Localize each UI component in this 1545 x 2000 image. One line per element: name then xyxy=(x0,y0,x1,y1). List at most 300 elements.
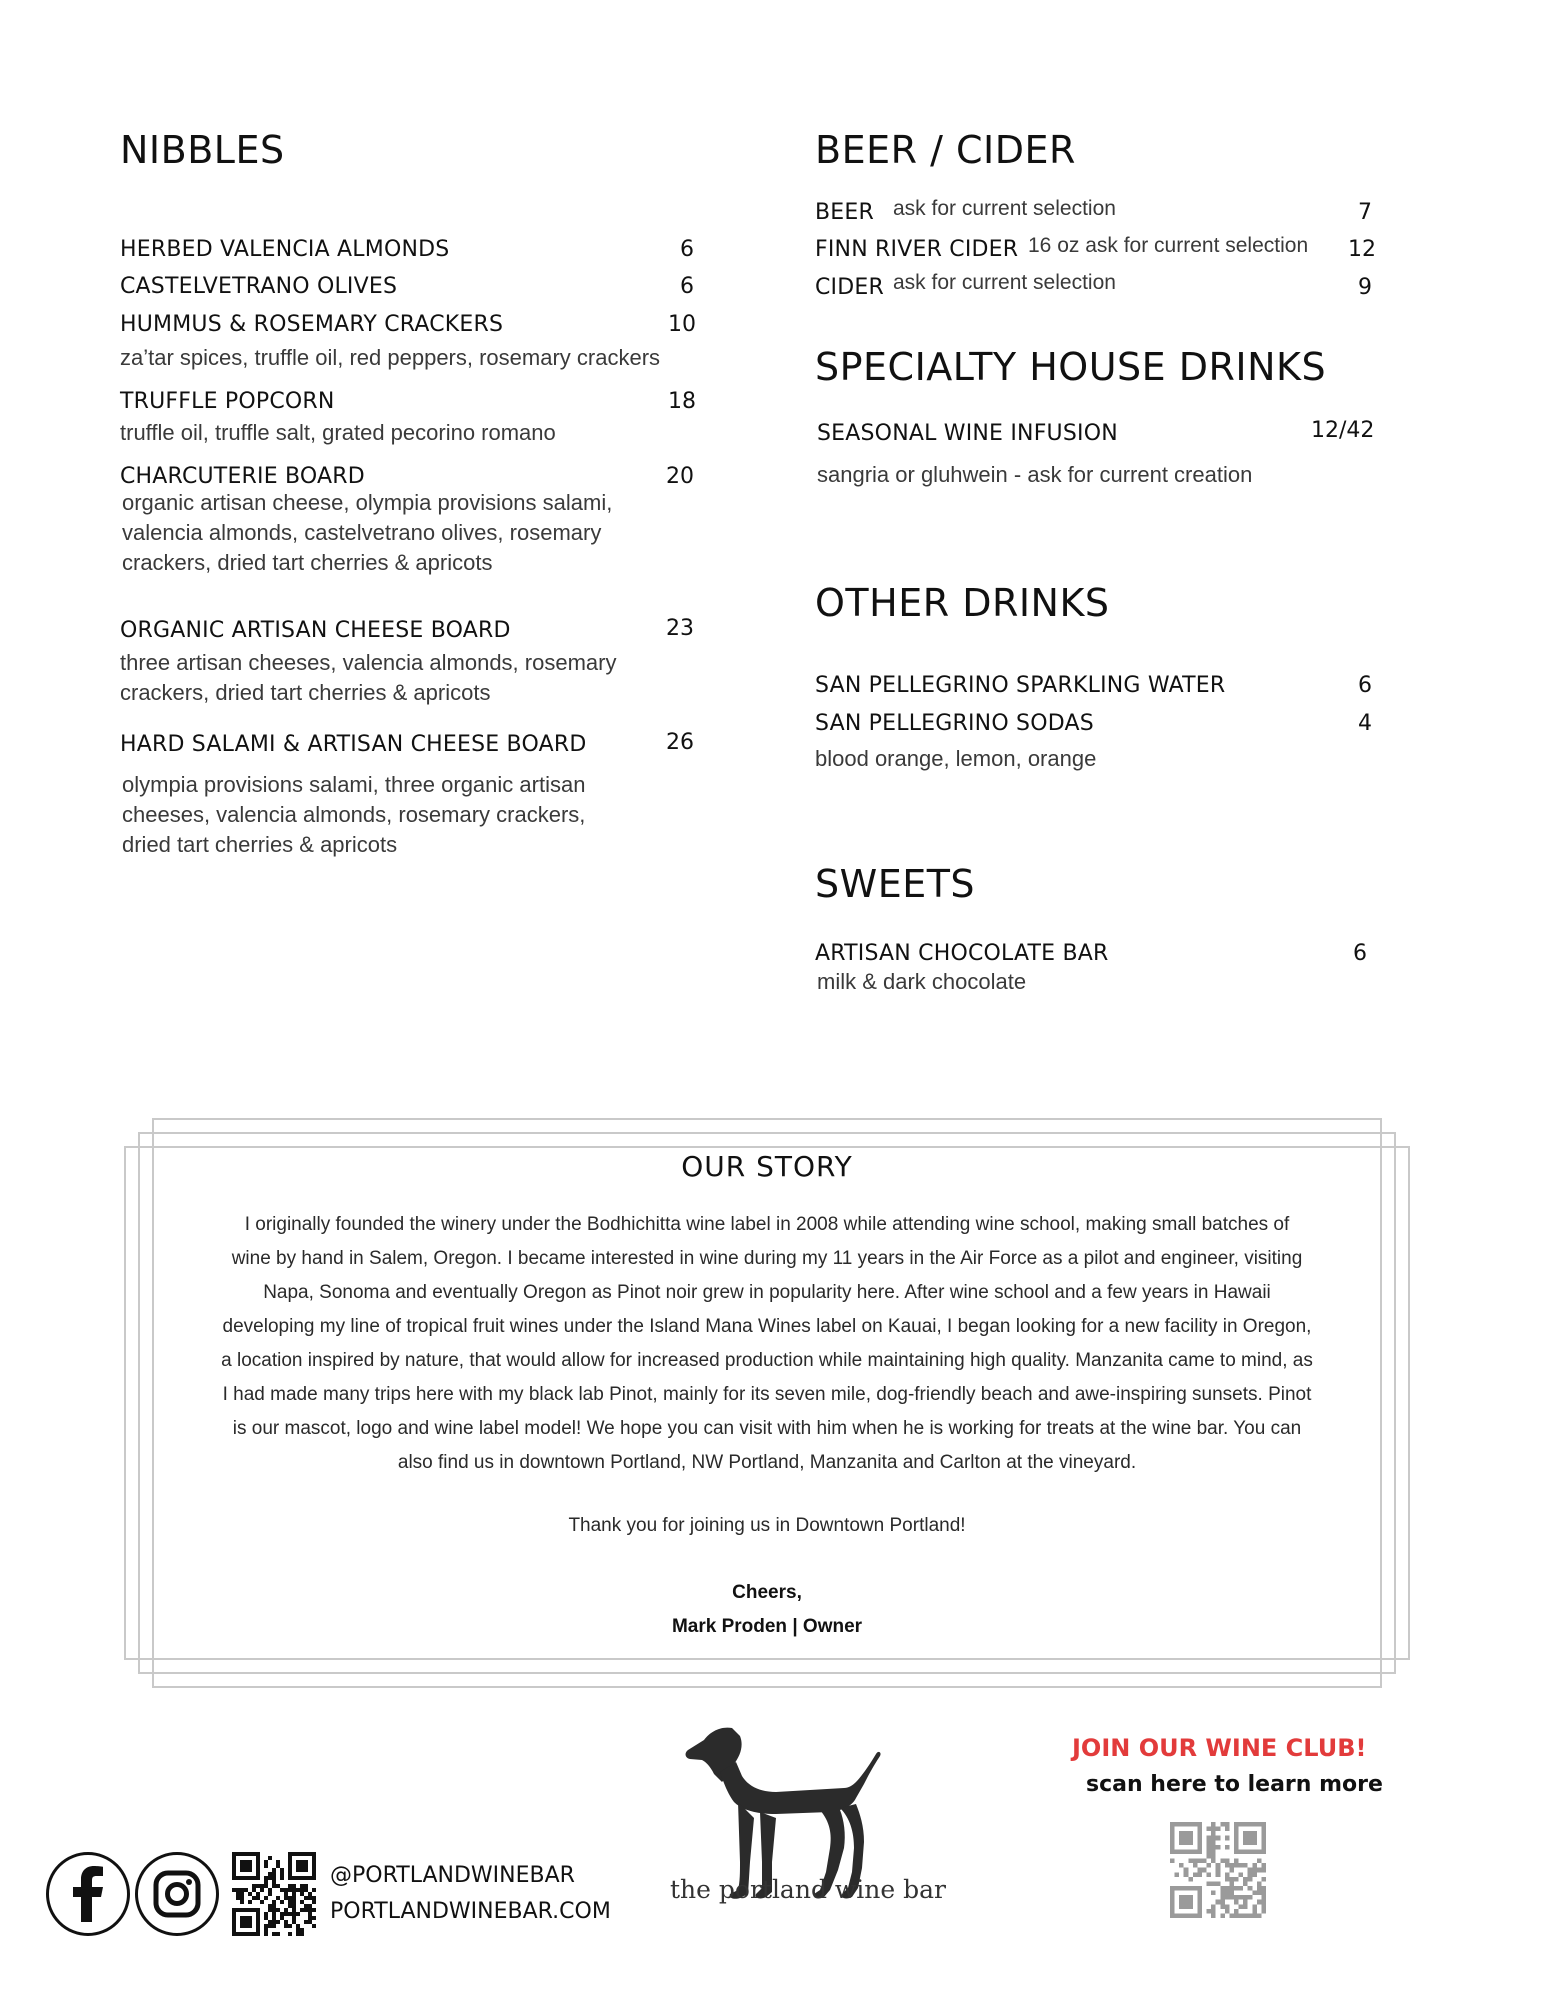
qr-module xyxy=(272,1876,276,1880)
qr-module xyxy=(288,1904,292,1908)
qr-module xyxy=(1252,1863,1257,1868)
menu-item-name: SAN PELLEGRINO SODAS xyxy=(815,711,1094,736)
qr-module xyxy=(1184,1872,1189,1877)
qr-module xyxy=(260,1888,264,1892)
story-line: developing my line of tropical fruit wines under the Island Mana Wines label on Kauai, I began looking for a new facility in Oregon, xyxy=(222,1316,1312,1337)
qr-module xyxy=(264,1880,268,1884)
qr-module xyxy=(1175,1872,1180,1877)
facebook-icon xyxy=(68,1866,108,1922)
qr-module xyxy=(1261,1868,1266,1873)
qr-module xyxy=(284,1924,288,1928)
menu-item-description: olympia provisions salami, three organic artisan cheeses, valencia almonds, rosemary crackers, dried tart cherries & apricots xyxy=(122,772,586,857)
qr-module xyxy=(288,1924,292,1928)
qr-module xyxy=(1211,1904,1216,1909)
menu-item-description: organic artisan cheese, olympia provisions salami, valencia almonds, castelvetrano olives, rosemary crackers, dried tart cherries & apricots xyxy=(122,490,613,575)
qr-module xyxy=(288,1912,292,1916)
qr-module xyxy=(1211,1840,1216,1845)
menu-item-name: SEASONAL WINE INFUSION xyxy=(817,421,1118,446)
qr-module xyxy=(272,1916,276,1920)
menu-item-note: ask for current selection xyxy=(893,197,1116,220)
qr-module xyxy=(1234,1913,1239,1918)
qr-module xyxy=(1216,1836,1221,1841)
qr-module xyxy=(1216,1881,1221,1886)
qr-module xyxy=(1248,1877,1253,1882)
qr-module xyxy=(304,1896,308,1900)
qr-module xyxy=(1216,1900,1221,1905)
story-line: wine by hand in Salem, Oregon. I became interested in wine during my 11 years in the Air Force as a pilot and engineer, visiting xyxy=(231,1248,1303,1269)
qr-module xyxy=(272,1900,276,1904)
qr-module xyxy=(300,1928,304,1932)
menu-item-price: 12/42 xyxy=(1311,418,1375,443)
menu-item-price: 12 xyxy=(1348,237,1376,262)
qr-module xyxy=(1234,1886,1239,1891)
qr-module xyxy=(1211,1836,1216,1841)
qr-module xyxy=(1216,1863,1221,1868)
menu-item-name: ORGANIC ARTISAN CHEESE BOARD xyxy=(120,618,511,643)
qr-module xyxy=(288,1884,292,1888)
menu-item-name: TRUFFLE POPCORN xyxy=(120,389,335,414)
section-title-sweets: SWEETS xyxy=(815,862,976,906)
qr-module xyxy=(1207,1881,1212,1886)
qr-module xyxy=(1234,1877,1239,1882)
menu-item-price: 6 xyxy=(680,274,694,299)
qr-module xyxy=(268,1920,272,1924)
story-body xyxy=(152,1208,1382,1480)
qr-module xyxy=(1225,1845,1230,1850)
menu-item-name: ARTISAN CHOCOLATE BAR xyxy=(815,941,1109,966)
qr-module xyxy=(308,1892,312,1896)
qr-module xyxy=(1220,1891,1225,1896)
qr-module xyxy=(252,1884,256,1888)
qr-module xyxy=(1211,1827,1216,1832)
qr-module xyxy=(292,1888,296,1892)
qr-module xyxy=(1211,1845,1216,1850)
qr-module xyxy=(276,1932,280,1936)
qr-module xyxy=(1225,1822,1230,1827)
qr-module xyxy=(1257,1859,1262,1864)
qr-module xyxy=(1170,1859,1175,1864)
qr-module xyxy=(260,1900,264,1904)
qr-module xyxy=(272,1932,276,1936)
qr-module xyxy=(1225,1877,1230,1882)
qr-module xyxy=(1216,1868,1221,1873)
qr-module xyxy=(1207,1863,1212,1868)
qr-module xyxy=(280,1888,284,1892)
qr-module xyxy=(312,1888,316,1892)
menu-item-description: three artisan cheeses, valencia almonds, rosemary crackers, dried tart cherries & apricots xyxy=(120,650,617,705)
qr-module xyxy=(232,1888,236,1892)
qr-module xyxy=(1229,1868,1234,1873)
qr-module xyxy=(1225,1891,1230,1896)
qr-module xyxy=(252,1888,256,1892)
qr-module xyxy=(256,1892,260,1896)
qr-module xyxy=(284,1888,288,1892)
qr-module xyxy=(296,1888,300,1892)
qr-module xyxy=(276,1908,280,1912)
story-signature: Mark Proden | Owner xyxy=(671,1616,863,1637)
qr-module xyxy=(292,1912,296,1916)
menu-item-price: 18 xyxy=(668,389,696,414)
qr-module xyxy=(1229,1877,1234,1882)
section-title-other-drinks: OTHER DRINKS xyxy=(815,581,1110,625)
qr-module xyxy=(292,1916,296,1920)
qr-module xyxy=(312,1908,316,1912)
section-title-specialty-drinks: SPECIALTY HOUSE DRINKS xyxy=(815,345,1327,389)
brand-logo-text: the portland wine bar xyxy=(670,1875,946,1904)
qr-module xyxy=(268,1876,272,1880)
qr-module xyxy=(240,1888,244,1892)
qr-module xyxy=(1261,1900,1266,1905)
qr-finder xyxy=(1179,1895,1193,1909)
menu-item-price: 7 xyxy=(1358,200,1372,225)
qr-module xyxy=(272,1884,276,1888)
qr-module xyxy=(264,1928,268,1932)
qr-module xyxy=(272,1904,276,1908)
qr-module xyxy=(1261,1895,1266,1900)
qr-module xyxy=(1243,1881,1248,1886)
qr-module xyxy=(304,1908,308,1912)
qr-module xyxy=(252,1896,256,1900)
qr-module xyxy=(300,1888,304,1892)
qr-module xyxy=(1239,1886,1244,1891)
qr-module xyxy=(292,1896,296,1900)
wine-club-subtitle: scan here to learn more xyxy=(1086,1772,1383,1797)
qr-module xyxy=(1225,1895,1230,1900)
menu-item-description: za’tar spices, truffle oil, red peppers, rosemary crackers xyxy=(120,345,661,370)
qr-module xyxy=(1257,1881,1262,1886)
menu-item-price: 9 xyxy=(1358,275,1372,300)
qr-module xyxy=(272,1868,276,1872)
qr-module xyxy=(292,1900,296,1904)
qr-module xyxy=(256,1896,260,1900)
menu-item-name: CIDER xyxy=(815,275,884,300)
qr-module xyxy=(1252,1904,1257,1909)
qr-module xyxy=(1257,1868,1262,1873)
story-line: I had made many trips here with my black lab Pinot, mainly for its seven mile, dog-friendly beach and awe-inspiring sunsets. Pinot xyxy=(222,1384,1312,1405)
qr-module xyxy=(1257,1886,1262,1891)
qr-module xyxy=(268,1904,272,1908)
qr-module xyxy=(1225,1872,1230,1877)
qr-module xyxy=(1248,1872,1253,1877)
qr-module xyxy=(304,1884,308,1888)
menu-item-description: sangria or gluhwein - ask for current creation xyxy=(817,462,1253,487)
qr-module xyxy=(288,1896,292,1900)
qr-module xyxy=(292,1884,296,1888)
qr-module xyxy=(244,1888,248,1892)
qr-module xyxy=(236,1892,240,1896)
qr-module xyxy=(312,1916,316,1920)
social-qr-code[interactable] xyxy=(232,1852,316,1936)
qr-module xyxy=(264,1876,268,1880)
qr-module xyxy=(288,1900,292,1904)
qr-module xyxy=(308,1920,312,1924)
story-cheers: Cheers, xyxy=(732,1582,802,1603)
qr-module xyxy=(1243,1877,1248,1882)
qr-module xyxy=(1207,1845,1212,1850)
qr-module xyxy=(288,1888,292,1892)
qr-module xyxy=(284,1892,288,1896)
qr-module xyxy=(300,1932,304,1936)
qr-module xyxy=(1234,1859,1239,1864)
qr-module xyxy=(268,1892,272,1896)
qr-module xyxy=(264,1912,268,1916)
qr-module xyxy=(1211,1854,1216,1859)
qr-module xyxy=(296,1932,300,1936)
qr-module xyxy=(1216,1872,1221,1877)
story-line: Napa, Sonoma and eventually Oregon as Pinot noir grew in popularity here. After wine school and a few years in Hawaii xyxy=(263,1282,1271,1303)
qr-module xyxy=(264,1924,268,1928)
qr-module xyxy=(296,1928,300,1932)
qr-module xyxy=(300,1900,304,1904)
qr-module xyxy=(1225,1909,1230,1914)
qr-finder xyxy=(240,1916,252,1928)
menu-item-name: BEER xyxy=(815,200,874,225)
menu-item-price: 26 xyxy=(666,730,694,755)
qr-module xyxy=(280,1868,284,1872)
qr-module xyxy=(1211,1909,1216,1914)
story-line: a location inspired by nature, that would allow for increased production while maintaining high quality. Manzanita came to mind, as xyxy=(221,1350,1313,1371)
qr-module xyxy=(1220,1886,1225,1891)
qr-module xyxy=(1220,1900,1225,1905)
qr-module xyxy=(1257,1891,1262,1896)
qr-finder xyxy=(1179,1831,1193,1845)
qr-module xyxy=(236,1896,240,1900)
qr-module xyxy=(292,1904,296,1908)
website-link[interactable]: PORTLANDWINEBAR.COM xyxy=(330,1899,611,1924)
qr-module xyxy=(1252,1913,1257,1918)
qr-module xyxy=(264,1884,268,1888)
qr-finder xyxy=(240,1860,252,1872)
qr-module xyxy=(1207,1840,1212,1845)
qr-module xyxy=(1207,1827,1212,1832)
qr-module xyxy=(1202,1868,1207,1873)
qr-module xyxy=(264,1864,268,1868)
qr-module xyxy=(300,1892,304,1896)
qr-module xyxy=(296,1912,300,1916)
qr-module xyxy=(308,1908,312,1912)
qr-module xyxy=(304,1888,308,1892)
qr-module xyxy=(260,1884,264,1888)
qr-module xyxy=(1248,1886,1253,1891)
qr-module xyxy=(276,1920,280,1924)
menu-item-note: ask for current selection xyxy=(893,271,1116,294)
qr-module xyxy=(1193,1872,1198,1877)
qr-module xyxy=(1248,1913,1253,1918)
qr-module xyxy=(256,1884,260,1888)
instagram-link[interactable] xyxy=(135,1852,219,1936)
qr-module xyxy=(1207,1836,1212,1841)
qr-module xyxy=(284,1896,288,1900)
social-handle[interactable]: @PORTLANDWINEBAR xyxy=(330,1863,575,1888)
instagram-icon xyxy=(153,1870,201,1918)
qr-module xyxy=(1197,1868,1202,1873)
qr-module xyxy=(1207,1872,1212,1877)
qr-module xyxy=(272,1908,276,1912)
qr-module xyxy=(1261,1891,1266,1896)
qr-module xyxy=(1234,1863,1239,1868)
qr-module xyxy=(1220,1859,1225,1864)
menu-item-price: 6 xyxy=(1358,673,1372,698)
qr-module xyxy=(272,1920,276,1924)
qr-module xyxy=(1239,1872,1244,1877)
qr-module xyxy=(272,1872,276,1876)
qr-module xyxy=(280,1912,284,1916)
qr-finder xyxy=(1243,1831,1257,1845)
qr-module xyxy=(284,1920,288,1924)
qr-module xyxy=(280,1900,284,1904)
qr-module xyxy=(1229,1886,1234,1891)
menu-item-description: milk & dark chocolate xyxy=(817,969,1027,994)
menu-item-name: CHARCUTERIE BOARD xyxy=(120,464,365,489)
qr-module xyxy=(1252,1868,1257,1873)
story-line: also find us in downtown Portland, NW Portland, Manzanita and Carlton at the vineyard. xyxy=(397,1452,1137,1473)
qr-module xyxy=(312,1900,316,1904)
qr-module xyxy=(1239,1895,1244,1900)
qr-module xyxy=(1202,1859,1207,1864)
qr-module xyxy=(240,1896,244,1900)
qr-module xyxy=(1243,1895,1248,1900)
qr-module xyxy=(1261,1886,1266,1891)
qr-module xyxy=(1216,1827,1221,1832)
qr-module xyxy=(1243,1913,1248,1918)
qr-module xyxy=(264,1916,268,1920)
qr-module xyxy=(1220,1913,1225,1918)
qr-module xyxy=(264,1896,268,1900)
qr-module xyxy=(1211,1913,1216,1918)
qr-module xyxy=(1252,1872,1257,1877)
qr-module xyxy=(280,1916,284,1920)
wine-club-qr-code[interactable] xyxy=(1170,1822,1266,1918)
qr-module xyxy=(1225,1886,1230,1891)
menu-item-price: 23 xyxy=(666,616,694,641)
qr-module xyxy=(248,1892,252,1896)
qr-module xyxy=(308,1912,312,1916)
qr-module xyxy=(1229,1913,1234,1918)
qr-code-icon xyxy=(1170,1822,1266,1918)
qr-module xyxy=(1257,1913,1262,1918)
section-title-beer-cider: BEER / CIDER xyxy=(815,128,1076,172)
qr-module xyxy=(1225,1863,1230,1868)
qr-module xyxy=(1229,1863,1234,1868)
qr-module xyxy=(292,1920,296,1924)
qr-module xyxy=(280,1876,284,1880)
qr-finder xyxy=(296,1860,308,1872)
qr-module xyxy=(240,1900,244,1904)
qr-module xyxy=(248,1900,252,1904)
qr-module xyxy=(1211,1849,1216,1854)
qr-module xyxy=(1257,1900,1262,1905)
facebook-link[interactable] xyxy=(46,1852,130,1936)
qr-module xyxy=(1207,1849,1212,1854)
qr-module xyxy=(1211,1859,1216,1864)
qr-module xyxy=(1207,1854,1212,1859)
qr-module xyxy=(1193,1859,1198,1864)
qr-module xyxy=(308,1904,312,1908)
qr-module xyxy=(264,1860,268,1864)
qr-module xyxy=(268,1888,272,1892)
qr-module xyxy=(292,1908,296,1912)
qr-module xyxy=(276,1860,280,1864)
qr-module xyxy=(1220,1822,1225,1827)
qr-module xyxy=(272,1924,276,1928)
qr-module xyxy=(1243,1863,1248,1868)
menu-item-name: FINN RIVER CIDER xyxy=(815,237,1019,262)
menu-item-note: 16 oz ask for current selection xyxy=(1028,234,1309,257)
qr-module xyxy=(304,1904,308,1908)
qr-module xyxy=(1207,1909,1212,1914)
qr-code-icon xyxy=(232,1852,316,1936)
qr-module xyxy=(1197,1872,1202,1877)
qr-module xyxy=(1225,1827,1230,1832)
qr-module xyxy=(1188,1859,1193,1864)
menu-item-name: SAN PELLEGRINO SPARKLING WATER xyxy=(815,673,1226,698)
menu-item-description: truffle oil, truffle salt, grated pecorino romano xyxy=(120,420,556,445)
menu-item-description: blood orange, lemon, orange xyxy=(815,746,1097,771)
qr-module xyxy=(1261,1909,1266,1914)
menu-item-price: 20 xyxy=(666,464,694,489)
qr-module xyxy=(276,1864,280,1868)
qr-module xyxy=(284,1912,288,1916)
qr-module xyxy=(1211,1881,1216,1886)
qr-module xyxy=(308,1896,312,1900)
qr-module xyxy=(280,1872,284,1876)
qr-module xyxy=(236,1888,240,1892)
qr-module xyxy=(264,1932,268,1936)
qr-module xyxy=(1261,1904,1266,1909)
story-line: is our mascot, logo and wine label model! We hope you can visit with him when he is working for treats at the wine bar. You can xyxy=(232,1418,1302,1439)
qr-module xyxy=(1234,1900,1239,1905)
qr-module xyxy=(268,1908,272,1912)
qr-module xyxy=(1234,1895,1239,1900)
qr-module xyxy=(300,1884,304,1888)
qr-module xyxy=(240,1892,244,1896)
qr-module xyxy=(1229,1891,1234,1896)
qr-module xyxy=(268,1872,272,1876)
qr-module xyxy=(276,1884,280,1888)
menu-item-price: 4 xyxy=(1358,711,1372,736)
qr-module xyxy=(288,1932,292,1936)
qr-module xyxy=(1220,1895,1225,1900)
qr-module xyxy=(300,1908,304,1912)
qr-module xyxy=(1239,1863,1244,1868)
qr-module xyxy=(1225,1904,1230,1909)
qr-module xyxy=(292,1892,296,1896)
qr-module xyxy=(1225,1836,1230,1841)
qr-module xyxy=(1193,1863,1198,1868)
story-thanks: Thank you for joining us in Downtown Portland! xyxy=(568,1515,966,1536)
qr-module xyxy=(272,1912,276,1916)
qr-module xyxy=(1225,1859,1230,1864)
qr-module xyxy=(312,1896,316,1900)
qr-module xyxy=(276,1896,280,1900)
menu-item-price: 10 xyxy=(668,312,696,337)
menu-item-name: HARD SALAMI & ARTISAN CHEESE BOARD xyxy=(120,732,587,757)
qr-module xyxy=(1243,1900,1248,1905)
wine-club-title: JOIN OUR WINE CLUB! xyxy=(1072,1734,1367,1762)
story-line: I originally founded the winery under the Bodhichitta wine label in 2008 while attending wine school, making small batches of xyxy=(244,1214,1290,1235)
menu-item-price: 6 xyxy=(1353,941,1367,966)
qr-module xyxy=(1211,1831,1216,1836)
qr-module xyxy=(1248,1868,1253,1873)
qr-module xyxy=(308,1916,312,1920)
qr-module xyxy=(1188,1877,1193,1882)
qr-module xyxy=(268,1856,272,1860)
qr-module xyxy=(272,1880,276,1884)
qr-module xyxy=(1220,1904,1225,1909)
qr-module xyxy=(1211,1891,1216,1896)
qr-module xyxy=(304,1920,308,1924)
qr-module xyxy=(284,1908,288,1912)
